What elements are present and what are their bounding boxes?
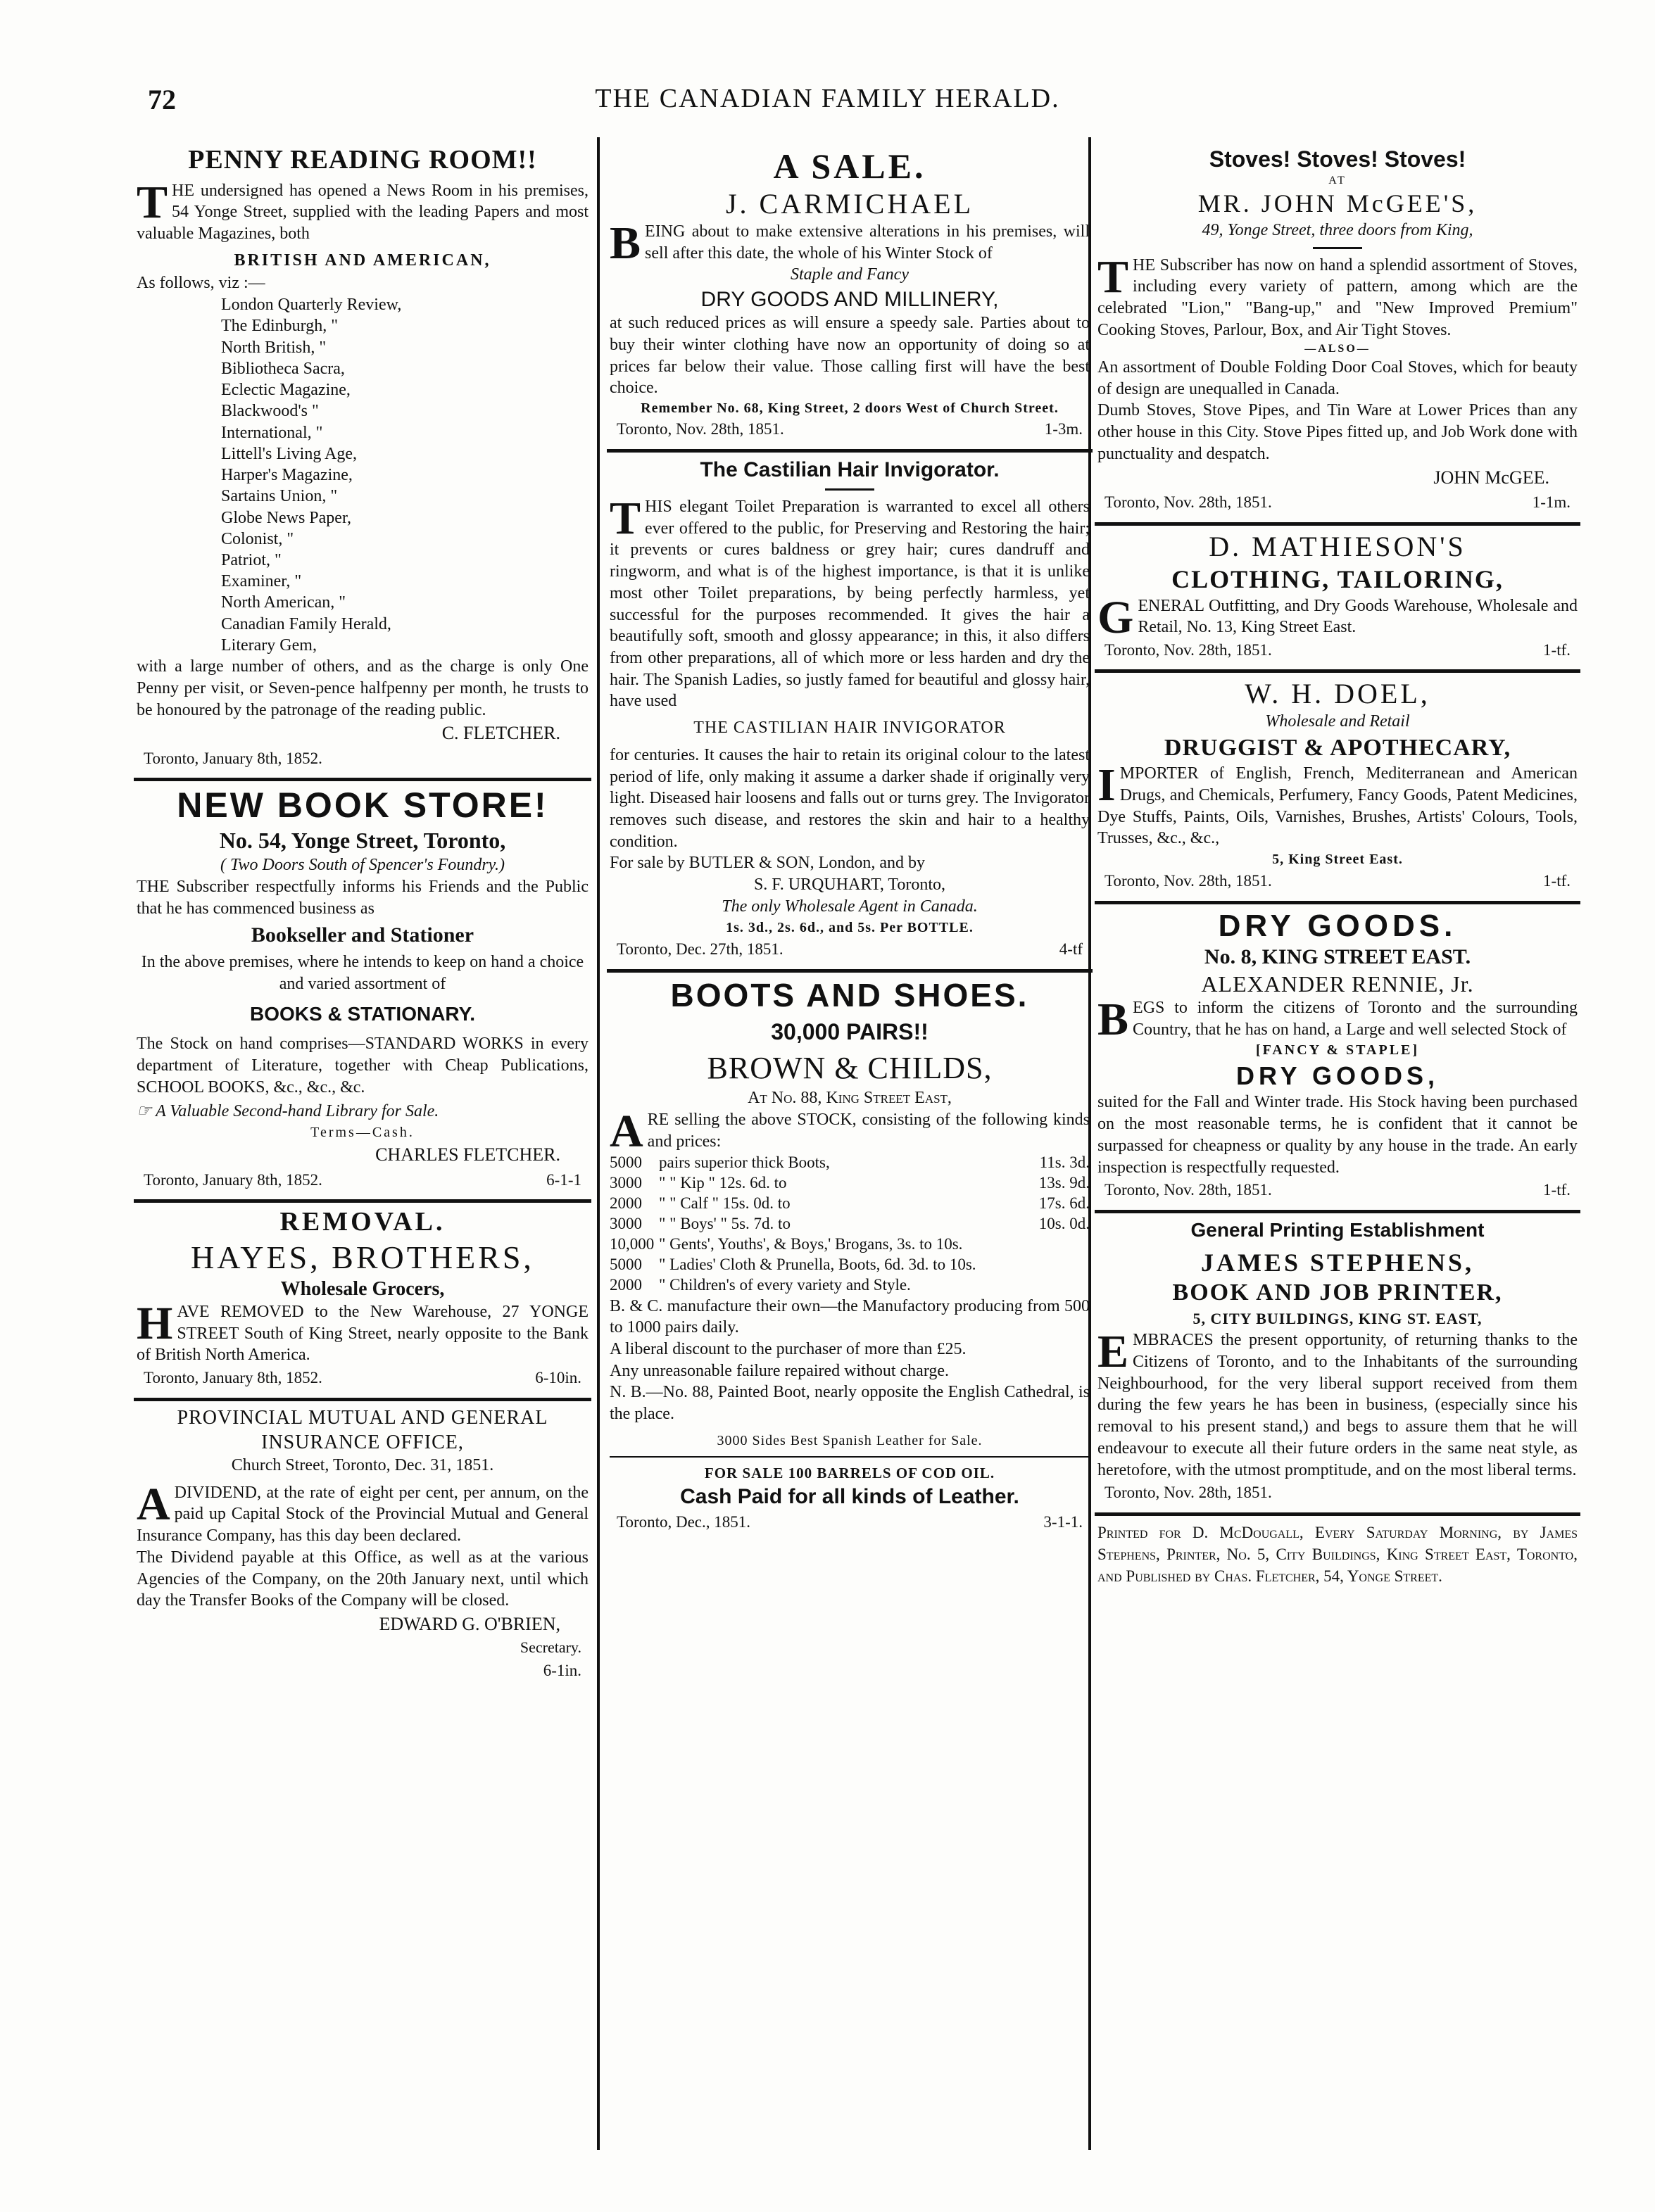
ad-name: HAYES, BROTHERS, (191, 1239, 534, 1275)
ad-name: J. CARMICHAEL (725, 188, 974, 220)
divider (825, 488, 874, 491)
table-row: 5000 pairs superior thick Boots, 11s. 3d. (610, 1153, 1090, 1171)
ad-body: for centuries. It causes the hair to retain its original colour to the latest period of life, only making it assume a darker shade if originally very light. Diseased hair loosens and falls out or turns grey. The Invigorator removes such disease, and restores the skin and hair to a healthy condition. (610, 745, 1090, 851)
magazine-list (137, 294, 589, 656)
ad-title: CLOTHING, TAILORING, (1171, 564, 1504, 593)
list-item: Sartains Union, " (221, 487, 338, 506)
ad-body: at such reduced prices as will ensure a speedy sale. Parties about to buy their winter clothing have now an opportunity of doing so at prices far below their value. Those calling first will have the best choice. (610, 314, 1090, 398)
ad-body: HAVE REMOVED to the New Warehouse, 27 YONGE STREET South of King Street, nearly opposite to the Bank of British North America. (137, 1297, 589, 1365)
ad-address: 49, Yonge Street, three doors from King, (1202, 220, 1473, 239)
newspaper-title: THE CANADIAN FAMILY HERALD. (595, 84, 1060, 113)
ad-subtitle: Wholesale and Retail (1265, 712, 1410, 731)
signature: EDWARD G. O'BRIEN, (379, 1614, 560, 1635)
ad-body: THE undersigned has opened a News Room in his premises, 54 Yonge Street, supplied with the leading Papers and most valuable Magazines, both (137, 176, 589, 244)
ad-title: DRUGGIST & APOTHECARY, (1164, 734, 1511, 761)
ad-price: 1s. 3d., 2s. 6d., and 5s. Per BOTTLE. (726, 920, 974, 935)
price-table (610, 1153, 1090, 1296)
list-item: North British, " (221, 338, 327, 357)
ad-new-book-store (134, 781, 591, 1203)
ad-body: In the above premises, where he intends to keep on hand a choice and varied assortment of (141, 952, 584, 993)
list-item: Bibliotheca Sacra, (221, 359, 345, 378)
divider (610, 1456, 1090, 1458)
list-item: Patriot, " (221, 550, 282, 569)
ad-subtitle: BRITISH AND AMERICAN, (234, 251, 491, 270)
table-row: 3000 " " Kip " 12s. 6d. to 13s. 9d. (610, 1173, 1090, 1192)
page-number: 72 (148, 84, 176, 115)
dateline: Toronto, Nov. 28th, 1851. 1-tf. (1105, 1181, 1571, 1199)
ad-body: ADIVIDEND, at the rate of eight per cent, per annum, on the paid up Capital Stock of the Provincial Mutual and General Insurance Company, has this day been declared. (137, 1478, 589, 1546)
ad-printing (1095, 1213, 1580, 1516)
ad-title: PENNY READING ROOM!! (188, 145, 537, 175)
ad-remember: Remember No. 68, King Street, 2 doors West of Church Street. (641, 400, 1059, 416)
ad-subtitle: Wholesale Grocers, (280, 1277, 445, 1300)
dateline: Toronto, January 8th, 1852. 6-10in. (144, 1369, 581, 1387)
ad-hair-invigorator (607, 453, 1093, 973)
ad-fancy: [FANCY & STAPLE] (1255, 1042, 1420, 1058)
list-item: Colonist, " (221, 529, 294, 548)
list-item: The Edinburgh, " (221, 317, 338, 336)
column-3 (1095, 141, 1580, 1593)
ad-name: MR. JOHN McGEE'S, (1197, 189, 1478, 218)
ad-leather: 3000 Sides Best Spanish Leather for Sale. (717, 1432, 983, 1448)
column-divider (597, 137, 600, 2150)
ad-title: NEW BOOK STORE! (177, 785, 548, 826)
ad-doel (1095, 673, 1580, 904)
ad-body: EMBRACES the present opportunity, of returning thanks to the Citizens of Toronto, and to the Inhabitants of the surrounding Neighbourhood, for the very liberal support received from them during the few years he has been in business, (especially since his removal to his present stand,) and begs to assure them that he will endeavour to execute all their future orders in the same neat style, as heretofore, with the utmost promptitude, and on the most liberal terms. (1097, 1326, 1578, 1479)
dateline: Toronto, Nov. 28th, 1851. 1-3m. (617, 420, 1083, 438)
ad-body: For sale by BUTLER & SON, London, and by (610, 854, 925, 873)
ad-subtitle: Staple and Fancy (791, 265, 909, 284)
ad-title: A SALE. (773, 146, 926, 186)
list-item: Canadian Family Herald, (221, 614, 391, 633)
ad-trade: BOOK AND JOB PRINTER, (1172, 1279, 1503, 1306)
ad-address: No. 54, Yonge Street, Toronto, (219, 827, 506, 853)
ad-insurance (134, 1401, 591, 1690)
ad-body: Any unreasonable failure repaired without charge. (610, 1361, 950, 1380)
list-item: Harper's Magazine, (221, 466, 353, 485)
ad-note: ☞ A Valuable Second-hand Library for Sale. (137, 1102, 439, 1121)
ad-address: 5, CITY BUILDINGS, KING ST. EAST, (1193, 1309, 1483, 1327)
ad-at: AT (1328, 175, 1347, 187)
ad-address: At No. 88, King Street East, (748, 1089, 952, 1108)
list-item: Blackwood's " (221, 402, 319, 421)
table-row: 2000 " Children's of every variety and Style. (610, 1275, 911, 1294)
divider (1313, 247, 1362, 249)
ad-body: B. & C. manufacture their own—the Manufactory producing from 500 to 1000 pairs daily. (610, 1296, 1090, 1337)
ad-body: THE Subscriber has now on hand a splendid assortment of Stoves, including every variety of pattern, among which are the celebrated "Lion," "Bang-up," and "New Improved Premium" Cooking Stoves, Parlour, Box, and Air Tight Stoves. (1097, 251, 1578, 339)
signature: JOHN McGEE. (1433, 467, 1549, 488)
ad-goods: DRY GOODS AND MILLINERY, (700, 287, 999, 311)
table-row: 10,000 " Gents', Youths', & Boys,' Brogans, 3s. to 10s. (610, 1234, 963, 1253)
ad-cod-oil: FOR SALE 100 BARRELS OF COD OIL. (704, 1464, 995, 1481)
ad-name: BROWN & CHILDS, (707, 1051, 993, 1086)
ad-title: General Printing Establishment (1190, 1218, 1485, 1241)
signature: C. FLETCHER. (441, 723, 560, 744)
ad-title: The Castilian Hair Invigorator. (700, 457, 1000, 481)
ad-body: BEGS to inform the citizens of Toronto and the surrounding Country, that he has on hand, a Large and well selected Stock of (1097, 994, 1578, 1045)
column-1 (134, 141, 591, 1690)
ad-body: The Dividend payable at this Office, as well as at the various Agencies of the Company, on the 20th January next, until which day the Transfer Books of the Company will be closed. (137, 1548, 589, 1610)
list-item: International, " (221, 423, 323, 442)
ad-mathieson (1095, 526, 1580, 674)
list-item: Littell's Living Age, (221, 444, 357, 463)
ad-body: An assortment of Double Folding Door Coal Stoves, which for beauty of design are unequalled in Canada. (1097, 358, 1578, 398)
list-item: Literary Gem, (221, 636, 317, 655)
dateline: Toronto, January 8th, 1852. (144, 749, 322, 767)
table-row: 3000 " " Boys' " 5s. 7d. to 10s. 0d. (610, 1214, 1090, 1232)
signature-role: Secretary. (520, 1638, 581, 1657)
list-item: Examiner, " (221, 572, 302, 591)
ad-product: THE CASTILIAN HAIR INVIGORATOR (693, 719, 1006, 738)
dateline: Toronto, Dec., 1851. 3-1-1. (617, 1512, 1083, 1531)
dateline: Toronto, Nov. 28th, 1851. 1-1m. (1105, 493, 1571, 512)
dateline: Toronto, January 8th, 1852. 6-1-1 (144, 1170, 581, 1189)
table-row: 5000 " Ladies' Cloth & Prunella, Boots, 6d. 3d. to 10s. (610, 1255, 976, 1273)
dateline: Toronto, Nov. 28th, 1851. 1-tf. (1105, 872, 1571, 890)
ad-terms: Terms—Cash. (310, 1125, 415, 1141)
ad-stoves (1095, 141, 1580, 526)
ad-name: ALEXANDER RENNIE, Jr. (1201, 971, 1474, 997)
ad-address: 5, King Street East. (1272, 852, 1403, 868)
ad-body: The Stock on hand comprises—STANDARD WORKS in every department of Literature, together with Cheap Publications, SCHOOL BOOKS, &c., &c., &c. (137, 1035, 589, 1096)
ad-drygoods: DRY GOODS, (1235, 1061, 1440, 1091)
ad-agent-note: The only Wholesale Agent in Canada. (722, 897, 978, 916)
table-row: 2000 " " Calf " 15s. 0d. to 17s. 6d. (610, 1194, 1090, 1212)
ad-books: BOOKS & STATIONARY. (250, 1003, 475, 1025)
ad-body: THIS elegant Toilet Preparation is warranted to excel all others ever offered to the public, for Preserving and Restoring the hair; it prevents or cures baldness or grey hair; cures dandruff and ringworm, and what is of the highest importance, is that it is unlike most other Toilet preparations, by being perfectly harmless, yet successful for the purposes recommended. It gives the hair a beautifully soft, smooth and glossy appearance; in this, it also differs from other preparations, all of which more or less harden and dry the hair. The Spanish Ladies, so justly famed for beautiful and glossy hair, have used (610, 493, 1090, 711)
ad-agent: S. F. URQUHART, Toronto, (753, 876, 946, 895)
ad-boots-and-shoes (607, 973, 1093, 1542)
ad-removal (134, 1203, 591, 1401)
ad-title: PROVINCIAL MUTUAL AND GENERAL INSURANCE OFFICE, (177, 1406, 548, 1453)
dateline: Toronto, Nov. 28th, 1851. (1105, 1484, 1272, 1502)
dateline: Toronto, Dec. 27th, 1851. 4-tf (617, 940, 1083, 958)
dateline: 6-1in. (543, 1662, 581, 1680)
ad-title: REMOVAL. (279, 1207, 446, 1237)
ad-body: suited for the Fall and Winter trade. His Stock having been purchased on the most reasonable terms, he is confident that it cannot be surpassed for cheapness or quality by any house in the trade. An early inspection is respectfully requested. (1097, 1093, 1578, 1177)
ad-body: IMPORTER of English, French, Mediterranean and American Drugs, and Chemicals, Perfumery, Fancy Goods, Patent Medicines, Dye Stuffs, Paints, Oils, Varnishes, Brushes, Artists' Colours, Tools, Trusses, &c., &c., (1097, 759, 1578, 848)
ad-penny-reading-room (134, 141, 591, 781)
ad-title: DRY GOODS. (1218, 908, 1457, 943)
list-item: Eclectic Magazine, (221, 381, 351, 400)
ad-title: BOOTS AND SHOES. (670, 976, 1029, 1013)
ad-subtitle: Church Street, Toronto, Dec. 31, 1851. (231, 1455, 494, 1474)
ad-cash: Cash Paid for all kinds of Leather. (680, 1485, 1019, 1509)
ad-body: Dumb Stoves, Stove Pipes, and Tin Ware at Lower Prices than any other house in this City. Stove Pipes fitted up, and Job Work done with punctuality and despatch. (1097, 401, 1578, 463)
list-item: North American, " (221, 593, 346, 612)
signature: CHARLES FLETCHER. (375, 1144, 560, 1165)
printer-imprint: Printed for D. McDougall, Every Saturday Morning, by James Stephens, Printer, No. 5, City Buildings, King Street East, Toronto, and Published by Chas. Fletcher, 54, Yonge Street. (1097, 1523, 1578, 1585)
ad-body: GENERAL Outfitting, and Dry Goods Warehouse, Wholesale and Retail, No. 13, King Street East. (1097, 591, 1578, 643)
ad-trade: Bookseller and Stationer (251, 923, 474, 947)
dateline: Toronto, Nov. 28th, 1851. 1-tf. (1105, 640, 1571, 659)
ad-carmichael-sale (607, 141, 1093, 453)
ad-title: Stoves! Stoves! Stoves! (1209, 146, 1466, 172)
ad-body: A liberal discount to the purchaser of more than £25. (610, 1340, 967, 1359)
ad-body: N. B.—No. 88, Painted Boot, nearly opposite the English Cathedral, is the place. (610, 1383, 1090, 1424)
ad-body: with a large number of others, and as the charge is only One Penny per visit, or Seven-pence halfpenny per month, he trusts to be honoured by the patronage of the reading public. (137, 657, 589, 719)
ad-name: D. MATHIESON'S (1209, 530, 1466, 562)
column-2 (607, 141, 1093, 1541)
list-item: London Quarterly Review, (221, 296, 402, 315)
ad-name: JAMES STEPHENS, (1200, 1248, 1475, 1277)
ad-body: As follows, viz :— (137, 274, 265, 293)
ad-dry-goods (1095, 904, 1580, 1213)
ad-address: No. 8, KING STREET EAST. (1204, 945, 1471, 969)
ad-pairs: 30,000 PAIRS!! (771, 1019, 929, 1045)
ad-also: —ALSO— (1304, 342, 1371, 355)
ad-body: BEING about to make extensive alterations in his premises, will sell after this date, the whole of his Winter Stock of (610, 217, 1090, 269)
ad-name: W. H. DOEL, (1245, 678, 1430, 710)
ad-body: THE Subscriber respectfully informs his Friends and the Public that he has commenced business as (137, 877, 589, 918)
list-item: Globe News Paper, (221, 508, 351, 527)
ad-subtitle: ( Two Doors South of Spencer's Foundry.) (220, 855, 505, 874)
ad-body: ARE selling the above STOCK, consisting of the following kinds and prices: (610, 1106, 1090, 1158)
page-header (134, 83, 1521, 125)
